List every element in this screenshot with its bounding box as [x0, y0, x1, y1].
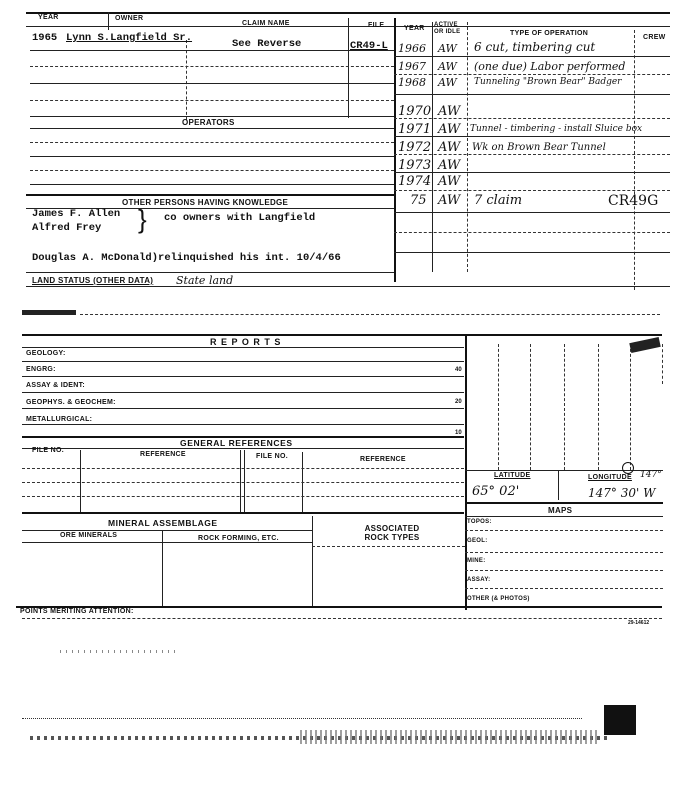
- gr-file-no-2: FILE NO.: [256, 453, 288, 460]
- form-number: 29-14612: [628, 620, 650, 626]
- operation-year: 1966: [398, 42, 426, 55]
- longitude-note: 147°: [640, 470, 662, 480]
- brace: }: [138, 204, 147, 234]
- operation-text: 6 cut, timbering cut: [474, 40, 596, 54]
- operation-year: 1973: [398, 158, 432, 173]
- associated-rock-types-label: ASSOCIATED ROCK TYPES: [364, 524, 420, 542]
- operation-status: AW: [438, 122, 461, 137]
- reports-title: R E P O R T S: [210, 337, 282, 347]
- points-meriting-attention: POINTS MERITING ATTENTION:: [20, 608, 134, 615]
- longitude-label: LONGITUDE: [588, 474, 632, 481]
- operation-year: 1971: [398, 122, 432, 137]
- general-references-title: GENERAL REFERENCES: [180, 438, 293, 448]
- operation-year: 1970: [398, 104, 432, 119]
- operation-text: Tunneling "Brown Bear" Badger: [474, 77, 622, 87]
- header-file: FILE: [368, 22, 385, 29]
- report-metallurgical: METALLURGICAL:: [26, 416, 93, 423]
- black-square: [604, 705, 636, 735]
- co-owners-note: co owners with Langfield: [164, 212, 316, 224]
- header-year-right: YEAR: [404, 25, 425, 32]
- operation-status: AW: [438, 104, 461, 119]
- maps-topos: TOPOS:: [467, 519, 492, 525]
- report-geophys: GEOPHYS. & GEOCHEM:: [26, 399, 116, 406]
- report-assay: ASSAY & IDENT:: [26, 382, 86, 389]
- operation-year: 1972: [398, 140, 432, 155]
- other-persons-label: OTHER PERSONS HAVING KNOWLEDGE: [122, 198, 289, 207]
- maps-other: OTHER (& PHOTOS): [467, 596, 530, 602]
- claim-name: See Reverse: [232, 38, 302, 50]
- operation-year: 75: [410, 193, 427, 208]
- operation-year: 1968: [398, 76, 426, 89]
- operation-year: 1967: [398, 60, 426, 73]
- relinquished-note: Douglas A. McDonald)relinquished his int. 10/4/66: [32, 252, 341, 264]
- report-geology: GEOLOGY:: [26, 350, 66, 357]
- operation-file: CR49G: [608, 193, 659, 209]
- header-crew: CREW: [643, 34, 666, 41]
- operation-status: AW: [438, 140, 461, 155]
- header-type-of-operation: TYPE OF OPERATION: [510, 30, 589, 37]
- latitude-value: 65° 02': [472, 484, 520, 499]
- ore-minerals-label: ORE MINERALS: [60, 532, 118, 539]
- claim-file: CR49-L: [350, 40, 388, 52]
- gr-reference-2: REFERENCE: [360, 456, 406, 463]
- land-status-label: LAND STATUS (OTHER DATA): [32, 276, 154, 285]
- maps-assay: ASSAY:: [467, 577, 491, 583]
- claim-owner: Lynn S.Langfield Sr.: [66, 32, 193, 44]
- claim-year: 1965: [32, 32, 58, 44]
- operation-text: (one due) Labor performed: [474, 60, 626, 73]
- report-num: 40: [455, 367, 462, 373]
- operation-status: AW: [438, 193, 461, 208]
- operation-status: AW: [438, 158, 461, 173]
- operation-status: AW: [438, 76, 457, 89]
- operation-status: AW: [438, 42, 457, 55]
- header-year: YEAR: [38, 14, 59, 21]
- report-engrg: ENGRG:: [26, 366, 56, 373]
- operators-label: OPERATORS: [182, 118, 235, 127]
- person-name: Alfred Frey: [32, 222, 102, 234]
- report-num: 20: [455, 399, 462, 405]
- maps-title: MAPS: [548, 506, 573, 515]
- maps-geol: GEOL:: [467, 538, 488, 544]
- scan-noise: [300, 730, 600, 744]
- operation-status: AW: [438, 174, 461, 189]
- person-name: James F. Allen: [32, 208, 121, 220]
- header-active-idle: ACTIVE OR IDLE: [434, 22, 461, 35]
- gr-file-no: FILE NO.: [32, 447, 64, 454]
- rock-forming-label: ROCK FORMING, ETC.: [198, 535, 279, 542]
- report-num: 10: [455, 430, 462, 436]
- operation-year: 1974: [398, 174, 432, 189]
- operation-text: 7 claim: [474, 193, 523, 208]
- latitude-label: LATITUDE: [494, 472, 531, 479]
- scan-mark: [22, 310, 76, 315]
- header-claim-name: CLAIM NAME: [242, 20, 290, 27]
- header-owner: OWNER: [115, 15, 144, 22]
- scan-noise: [629, 337, 660, 353]
- longitude-value: 147° 30' W: [588, 486, 656, 500]
- maps-mine: MINE:: [467, 558, 486, 564]
- operation-text: Tunnel - timbering - install Sluice box: [470, 124, 643, 134]
- land-status-value: State land: [176, 274, 234, 287]
- mineral-assemblage-title: MINERAL ASSEMBLAGE: [108, 518, 218, 528]
- gr-reference: REFERENCE: [140, 451, 186, 458]
- operation-text: Wk on Brown Bear Tunnel: [472, 142, 606, 153]
- scan-noise: [60, 650, 180, 653]
- circle-mark: [622, 462, 634, 474]
- operation-status: AW: [438, 60, 457, 73]
